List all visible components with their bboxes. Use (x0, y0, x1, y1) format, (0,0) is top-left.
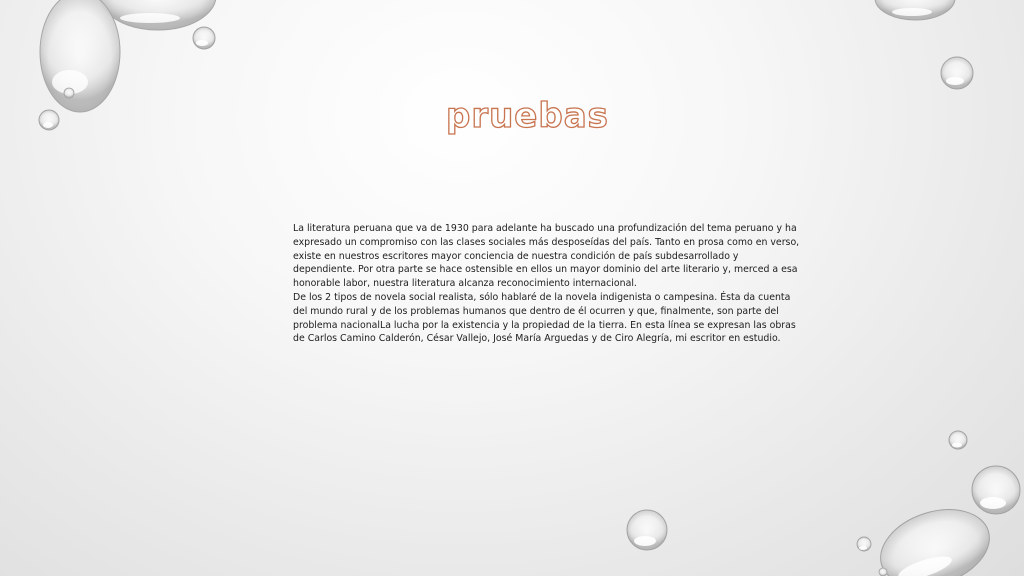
drop-large-top-left (100, 0, 216, 30)
slide-title: pruebas (446, 96, 609, 136)
drop-medium-bottom-right (972, 466, 1020, 514)
drop-tiny-1 (64, 88, 74, 98)
drop-small-4 (857, 537, 871, 551)
drop-tiny-2 (879, 568, 887, 576)
drop-right-medium (941, 57, 973, 89)
drop-small-3 (949, 431, 967, 449)
drop-small-2 (39, 110, 59, 130)
drop-edge-left (40, 0, 120, 112)
slide-body (293, 222, 803, 346)
paragraph-1: La literatura peruana que va de 1930 para adelante ha buscado una profundización del tema peruano y ha expresado un compromiso con las clases sociales más desposeídas del país. Tanto en prosa como en verso, existe en nuestros escritores mayor conciencia de nuestra condición de país subdesarrollado y dependiente. Por otra parte se hace ostensible en ellos un mayor dominio del arte literario y, merced a esa honorable labor, nuestra literatura alcanza reconocimiento internacional. (293, 223, 800, 290)
drop-medium-bottom (627, 510, 667, 550)
drop-top-right (875, 0, 955, 20)
paragraph-2: De los 2 tipos de novela social realista, sólo hablaré de la novela indigenista o campesina. Ésta da cuenta del mundo rural y de los problemas humanos que dentro de él ocurren y que, finalmente, son parte del problema nacionalLa lucha por la existencia y la propiedad de la tierra. En esta línea se expresan las obras de Carlos Camino Calderón, César Vallejo, José María Arguedas y de Ciro Alegría, mi escritor en estudio. (293, 291, 796, 345)
drop-small-1 (193, 27, 215, 49)
